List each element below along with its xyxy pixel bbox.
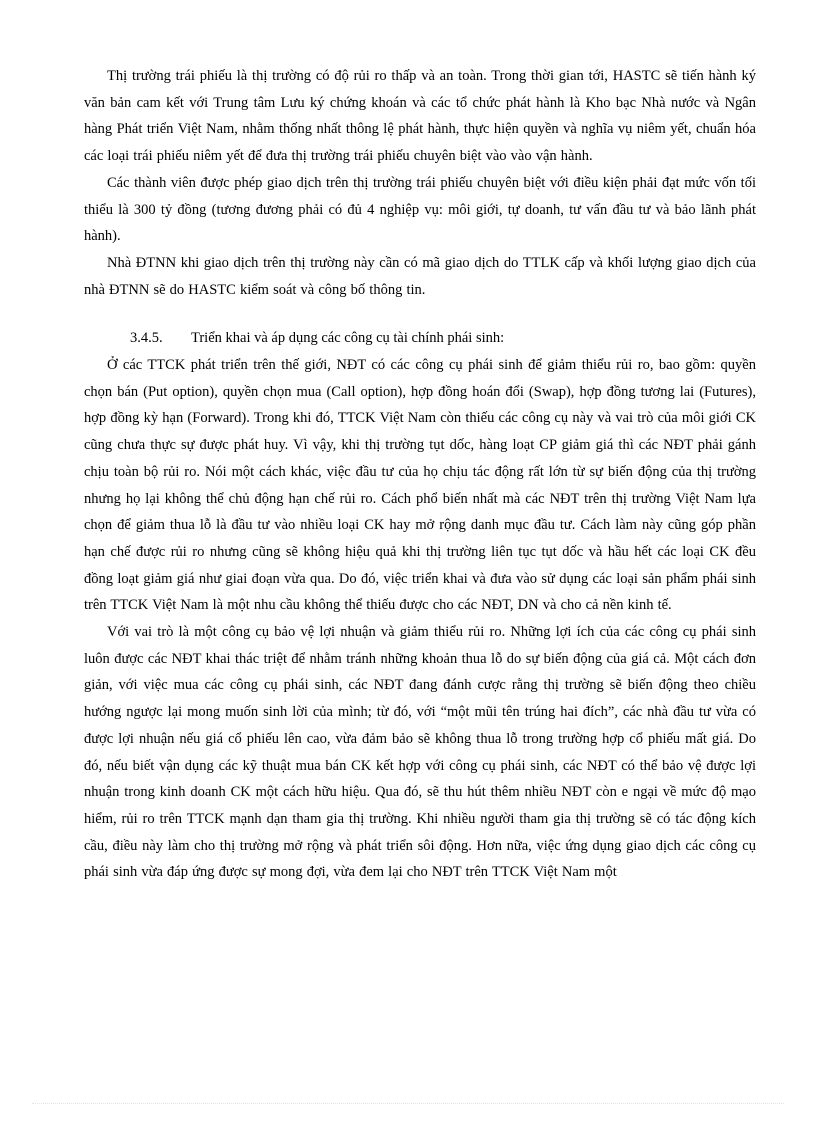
section-heading <box>84 325 756 352</box>
paragraph-bond-market: Thị trường trái phiếu là thị trường có độ rủi ro thấp và an toàn. Trong thời gian tới, HASTC sẽ tiến hành ký văn bản cam kết với Trung tâm Lưu ký chứng khoán và các tổ chức phát hành là Kho bạc Nhà nước và Ngân hàng Phát triển Việt Nam, nhằm thống nhất thông lệ phát hành, thực hiện quyền và nghĩa vụ niêm yết, chuẩn hóa các loại trái phiếu niêm yết để đưa thị trường trái phiếu chuyên biệt vào vào vận hành. <box>84 68 756 165</box>
paragraph-derivatives-benefits: Với vai trò là một công cụ bảo vệ lợi nhuận và giảm thiểu rủi ro. Những lợi ích của các công cụ phái sinh luôn được các NĐT khai thác triệt để nhằm tránh những khoản thua lỗ do sự biến động của giá cả. Một cách đơn giản, với việc mua các công cụ phái sinh, các NĐT đang đánh cược rằng thị trường sẽ biến động theo chiều hướng ngược lại mong muốn sinh lời của mình; từ đó, với “một mũi tên trúng hai đích”, các nhà đầu tư vừa có được lợi nhuận nếu giá cổ phiếu lên cao, vừa đảm bảo sẽ không thua lỗ trong trường hợp cổ phiếu mất giá. Do đó, nếu biết vận dụng các kỹ thuật mua bán CK kết hợp với công cụ phái sinh, các NĐT có thể bảo vệ được lợi nhuận trong kinh doanh CK một cách hữu hiệu. Qua đó, sẽ thu hút thêm nhiều NĐT còn e ngại về mức độ mạo hiểm, rủi ro trên TTCK mạnh dạn tham gia thị trường. Khi nhiều người tham gia thị trường sẽ có tác động kích cầu, điều này làm cho thị trường mở rộng và phát triển sôi động. Hơn nữa, việc ứng dụng giao dịch các công cụ phái sinh vừa đáp ứng được sự mong đợi, vừa đem lại cho NĐT trên TTCK Việt Nam một <box>84 624 756 881</box>
page-bottom-divider <box>32 1103 784 1104</box>
document-body <box>84 63 756 886</box>
section-number: 3.4.5. <box>130 330 163 347</box>
section-title: Triển khai và áp dụng các công cụ tài chính phái sinh: <box>191 330 505 347</box>
paragraph-foreign-investors: Nhà ĐTNN khi giao dịch trên thị trường này cần có mã giao dịch do TTLK cấp và khối lượng giao dịch của nhà ĐTNN sẽ do HASTC kiểm soát và công bố thông tin. <box>84 254 756 298</box>
paragraph-derivatives-overview: Ở các TTCK phát triển trên thế giới, NĐT có các công cụ phái sinh để giảm thiểu rủi ro, bao gồm: quyền chọn bán (Put option), quyền chọn mua (Call option), hợp đồng hoán đổi (Swap), hợp đồng tương lai (Futures), hợp đồng kỳ hạn (Forward). Trong khi đó, TTCK Việt Nam còn thiếu các công cụ này và vai trò của môi giới CK cũng chưa thực sự được phát huy. Vì vậy, khi thị trường tụt dốc, hàng loạt CP giảm giá thì các NĐT phải gánh chịu toàn bộ rủi ro. Nói một cách khác, việc đầu tư của họ chịu tác động rất lớn từ sự biến động của thị trường nhưng họ lại không thể chủ động hạn chế rủi ro. Cách phổ biến nhất mà các NĐT trên thị trường Việt Nam lựa chọn để giảm thua lỗ là đầu tư vào nhiều loại CK hay mở rộng danh mục đầu tư. Cách làm này cũng góp phần hạn chế được rủi ro nhưng cũng sẽ không hiệu quả khi thị trường liên tục tụt dốc và hầu hết các loại CK đều đồng loạt giảm giá như giai đoạn vừa qua. Do đó, việc triển khai và đưa vào sử dụng các loại sản phẩm phái sinh trên TTCK Việt Nam là một nhu cầu không thể thiếu được cho các NĐT, DN và cho cả nền kinh tế. <box>84 357 756 614</box>
paragraph-member-requirements: Các thành viên được phép giao dịch trên thị trường trái phiếu chuyên biệt với điều kiện phải đạt mức vốn tối thiểu là 300 tỷ đồng (tương đương phải có đủ 4 nghiệp vụ: môi giới, tự doanh, tư vấn đầu tư và bảo lãnh phát hành). <box>84 174 756 245</box>
